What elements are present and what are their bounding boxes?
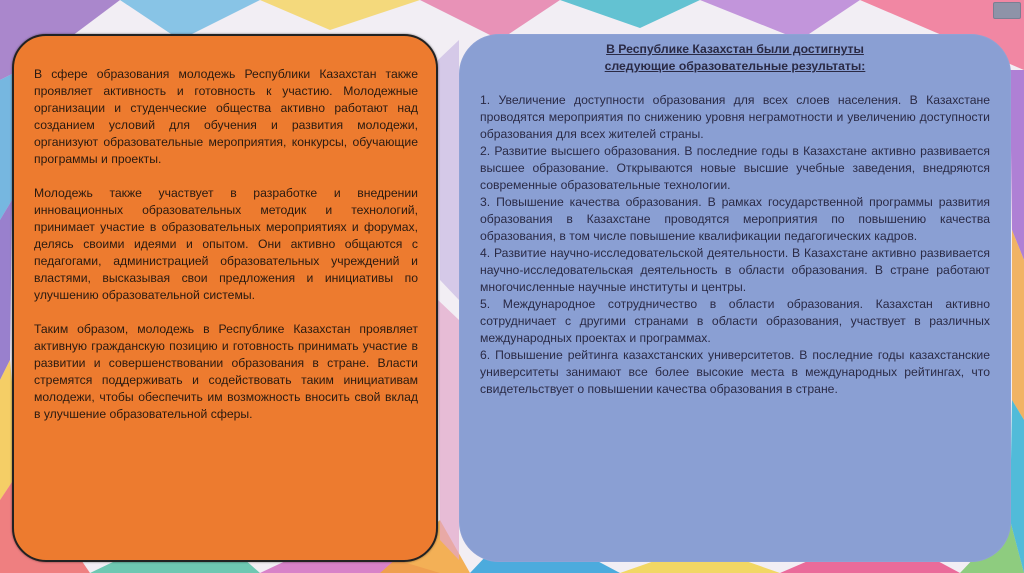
results-list: [480, 92, 990, 398]
result-item-5: 5. Международное сотрудничество в области образования. Казахстан активно сотрудничает с другими странами в области образования, участвует в различных международных проектах и программах.: [480, 297, 990, 345]
left-text-panel: [12, 34, 438, 562]
sticky-note-icon: [993, 2, 1021, 19]
results-title-line-2: следующие образовательные результаты:: [604, 59, 866, 73]
left-paragraph-2: Молодежь также участвует в разработке и внедрении инновационных образовательных методик и технологий, принимает участие в образовательных мероприятиях и форумах, делясь своими идеями и опытом. Они активно общаются с педагогами, администрацией образовательных учреждений и властями, высказывая свои предложения и инициативы по улучшению образовательной системы.: [34, 186, 418, 302]
result-item-2: 2. Развитие высшего образования. В последние годы в Казахстане активно развивается высшее образование. Открываются новые высшие учебные заведения, внедряются современные образовательные технологии.: [480, 144, 990, 192]
result-item-1: 1. Увеличение доступности образования для всех слоев населения. В Казахстане проводятся мероприятия по снижению уровня неграмотности и увеличению доступности образования для всех жителей страны.: [480, 93, 990, 141]
left-paragraph-3: Таким образом, молодежь в Республике Казахстан проявляет активную гражданскую позицию и готовность принимать участие в развитии и совершенствовании образования в стране. Власти стремятся поддерживать и содействовать таким инициативам молодежи, чтобы обеспечить им возможность вносить свой вклад в улучшение образовательной сферы.: [34, 322, 418, 421]
result-item-6: 6. Повышение рейтинга казахстанских университетов. В последние годы казахстанские университеты занимают все более высокие места в международных рейтингах, что свидетельствует о повышении качества образования в стране.: [480, 348, 990, 396]
results-title-line-1: В Республике Казахстан были достигнуты: [606, 42, 864, 56]
result-item-4: 4. Развитие научно-исследовательской деятельности. В Казахстане активно развивается научно-исследовательская деятельность в области образования. В стране работают многочисленные научные институты и центры.: [480, 246, 990, 294]
right-results-panel: [459, 34, 1011, 562]
results-title: [480, 41, 990, 75]
result-item-3: 3. Повышение качества образования. В рамках государственной программы развития образования в Казахстане проводятся мероприятия по повышению качества образования, в том числе повышение квалификации педагогических кадров.: [480, 195, 990, 243]
left-paragraph-1: В сфере образования молодежь Республики Казахстан также проявляет активность и готовность к участию. Молодежные организации и студенческие общества активно работают над созданием условий для обучения и развития молодежи, организуют образовательные мероприятия, конкурсы, обучающие программы и проекты.: [34, 67, 418, 166]
